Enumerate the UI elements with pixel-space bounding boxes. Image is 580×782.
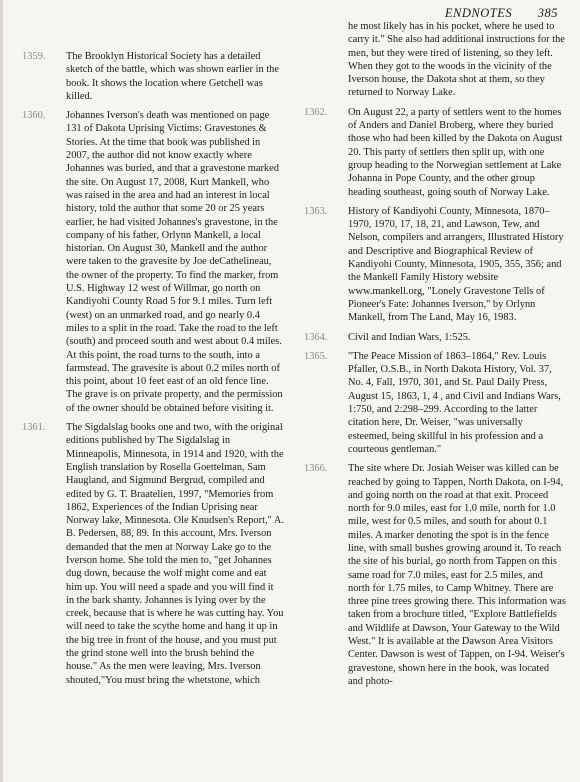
running-header <box>445 6 558 21</box>
endnote <box>304 106 566 199</box>
endnote-continuation: he most likely has in his pocket, where he used to carry it." She also had additional instructions for the men, but they were tired of listening, so they left. When they got to the woods in the vicinity of the Iverson house, the Dakota shot at them, so they returned to Norway Lake. <box>348 21 565 99</box>
endnote-number: 1361. <box>22 422 46 434</box>
endnote-text: The Sigdalslag books one and two, with the original editions published by The Sigdalslag in Minneapolis, Minnesota, in 1914 and 1920, with the English translation by Rosella Goettelman, Sam Haugland, and Sigmund Bergrud, compiled and edited by G. T. Braatelien, 1997, "Memories from 1862, Experiences of the Indian Uprising near Norway lake, Minnesota. Ole Knudsen's Report," A. B. Pedersen, 88, 89. In this account, Mrs. Iverson demanded that the men at Norway Lake go to the Iverson home. She told the men to, "get Johannes dug down, because the wolf might come and eat him up. You will need a spade and you will find it in the bark shanty. Johannes is lying over by the creek, because that is where he was cutting hay. You will need to take the scythe home and hang it up in the big tree in front of the house, and you must put the grind stone well into the brush behind the house." As the men were leaving, Mrs. Iverson shouted,"You must bring the whetstone, which <box>66 422 284 686</box>
endnote <box>304 462 566 688</box>
section-title: ENDNOTES <box>444 6 513 20</box>
endnote <box>22 50 284 103</box>
endnote-number: 1360. <box>22 110 46 122</box>
endnote-text: "The Peace Mission of 1863–1864," Rev. Louis Pfaller, O.S.B., in North Dakota History, Vol. 37, No. 4, Fall, 1970, 301, and St. Paul Daily Press, August 15, 1863, 1, 4 , and Civil and Indians Wars, 1:750, and 2:298–299. According to the latter citation here, Dr. Weiser, "was universally esteemed, being skillful in his profession and a courteous gentleman." <box>348 350 561 455</box>
endnote <box>22 421 284 687</box>
endnote-text: The Brooklyn Historical Society has a detailed sketch of the battle, which was shown earlier in the book. It shows the location where Getchell was killed. <box>66 51 279 102</box>
endnote-number: 1362. <box>304 106 328 118</box>
page-gutter-shadow <box>0 0 3 782</box>
endnote <box>304 331 566 344</box>
endnote-text: The site where Dr. Josiah Weiser was killed can be reached by going to Tappen, North Dakota, on I-94, and going north on the road at that exit. Proceed north for 9.0 miles, east for 1.0 mile, north for 1.0 mile, west for 0.5 miles, and south for about 0.1 miles. A marker denoting the spot is in the fence line, with small bushes growing around it. To reach the site of his burial, go north from Tappen on this same road for 7.0 miles, east for 2.5 miles, and north for 1.75 miles, to Camp Whitney. There are three pine trees growing there. This information was taken from a brochure titled, "Explore Battlefields and Wildlife at Dawson, Your Gateway to the Wild West." It is available at the Dawson Area Visitors Center. Dawson is west of Tappen, on I-94. Weiser's gravestone, shown here in the book, was located and photo- <box>348 463 566 687</box>
endnote-number: 1363. <box>304 205 328 217</box>
endnote-number: 1366. <box>304 463 328 475</box>
page-number: 385 <box>537 6 558 20</box>
endnote <box>304 205 566 325</box>
left-column <box>22 50 284 776</box>
endnote-text: History of Kandiyohi County, Minnesota, 1870–1970, 1970, 17, 18, 21, and Lawson, Tew, and Nelson, compilers and arrangers, Illustrated History and Descriptive and Biographical Review of Kandiyohi County, Minnesota, 1905, 355, 356; and the Mankell Family History website www.mankell.org, "Lonely Gravestone Tells of Pioneer's Fate: Johannes Iverson," by Orlynn Mankell, from The Land, May 16, 1983. <box>348 205 564 324</box>
endnote <box>304 350 566 456</box>
endnote-number: 1364. <box>304 331 328 343</box>
right-column <box>304 20 566 776</box>
endnote <box>22 109 284 415</box>
endnote-number: 1359. <box>22 51 46 62</box>
endnote-number: 1365. <box>304 350 328 362</box>
endnote-text: On August 22, a party of settlers went to the homes of Anders and Daniel Broberg, where they buried those who had been killed by the Dakota on August 20. This party of settlers then split up, with one group heading to the Norwegian settlement at Lake Johanna in Pope County, and the other group heading southeast, going south of Norway Lake. <box>348 106 563 198</box>
endnote-text: Civil and Indian Wars, 1:525. <box>348 331 471 343</box>
endnote-text: Johannes Iverson's death was mentioned on page 131 of Dakota Uprising Victims: Gravestones & Stories. At the time that book was published in 2007, the author did not know exactly where Johannes was buried, and that a gravestone marked the site. On August 17, 2008, Kurt Mankell, who was raised in the area and had an interest in local history, told the author that some 20 or 25 years earlier, he had visited Johannes's gravestone, in the company of his father, Orlynn Mankell, a local historian. On August 30, Mankell and the author were taken to the gravesite by Joe deCathelineau, the owner of the property. To find the marker, from U.S. Highway 12 west of Willmar, go north on Kandiyohi County Road 5 for 9.1 miles. Turn left (west) on an unmarked road, and go nearly 0.4 miles to a split in the road. Take the road to the left (south) and proceed south and west about 0.4 miles. At this point, the road turns to the south, into a farmstead. The gravesite is about 0.2 miles north of this point, about 10 feet east of an old fence line. The grave is on private property, and the permission of the owner should be obtained before visiting it. <box>66 110 283 414</box>
